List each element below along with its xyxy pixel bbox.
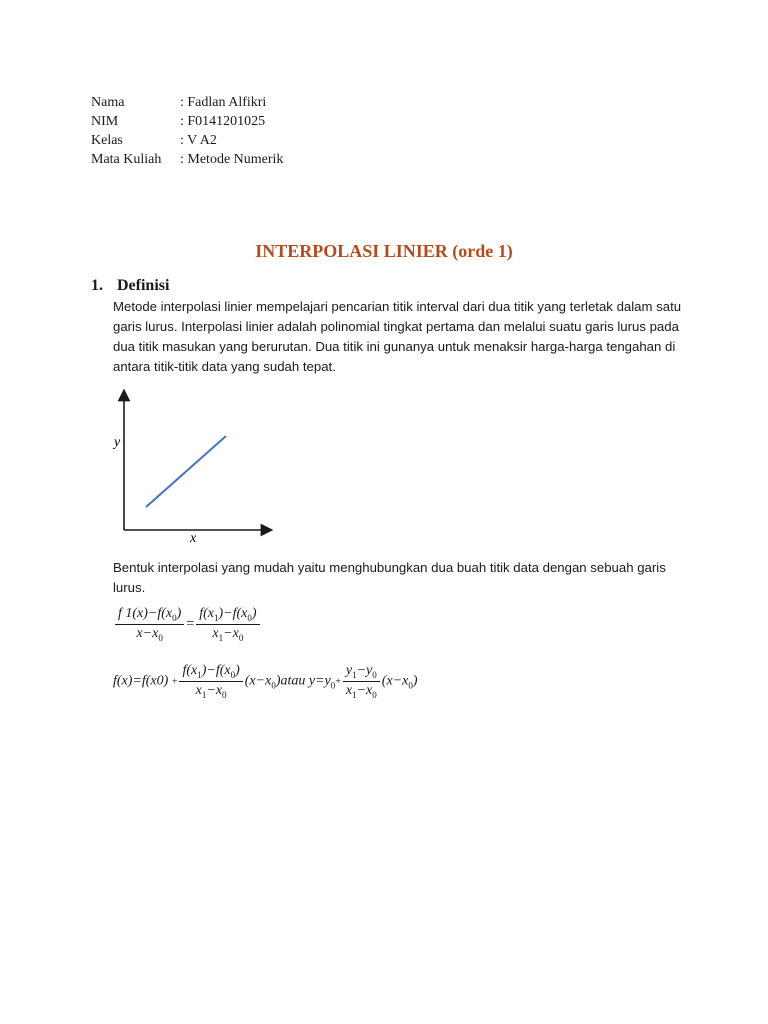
info-row-kelas [91, 131, 283, 150]
eq2-left: f(x)=f(x0) [113, 673, 169, 689]
linear-graph [105, 385, 280, 550]
equation-ratio [113, 606, 262, 643]
lhs-fraction: $\frac{f 1(x)-f(x_0)}{x-x_0}$ [115, 606, 184, 643]
info-label: NIM [91, 114, 119, 129]
y-axis-label: y [114, 435, 121, 450]
rhs-fraction: $\frac{f(x_1)-f(x_0)}{x_1-x_0}$ [196, 606, 259, 643]
eq2-y: y=y [308, 673, 331, 689]
equation-interpolation: f(x)=f(x0) + $\frac{f(x_1)-f(x_0)}{x_1-x_0}$ $(x-x_0)atau$ $y=y_0+$ $\frac{y_1-y_0}{x_1-x_0}$ $(x-x_0)$ [113, 663, 418, 700]
section-number: 1. [91, 277, 103, 294]
info-label: Kelas [91, 133, 123, 148]
eq2-fraction-f: $\frac{f(x_1)-f(x_0)}{x_1-x_0}$ [179, 663, 242, 700]
interpolation-line [146, 436, 226, 507]
info-row-nama [91, 93, 283, 112]
section-heading-text: Definisi [117, 277, 170, 294]
info-row-nim [91, 112, 283, 131]
info-value: : F0141201025 [180, 114, 266, 129]
equals-sign: = [186, 616, 195, 632]
info-value: : V A2 [180, 133, 217, 148]
info-label: Mata Kuliah [91, 152, 162, 167]
info-value: : Fadlan Alfikri [180, 95, 267, 110]
atau-word: atau [280, 673, 306, 689]
info-row-mata-kuliah [91, 150, 283, 169]
definition-paragraph: Metode interpolasi linier mempelajari pencarian titik interval dari dua titik yang terletak dalam satu garis lurus. Interpolasi linier adalah polinomial tingkat pertama dan melalui suatu garis lurus pada dua titik masukan yang berurutan. Dua titik ini gunanya untuk menaksir harga-harga tengahan di antara titik-titik data yang sudah tepat. [113, 299, 682, 374]
eq2-fraction-y: $\frac{y_1-y_0}{x_1-x_0}$ [343, 663, 380, 700]
document-title: INTERPOLASI LINIER (orde 1) [255, 241, 513, 261]
form-paragraph: Bentuk interpolasi yang mudah yaitu menghubungkan dua buah titik data dengan sebuah garis lurus. [113, 560, 666, 595]
section-heading [91, 277, 169, 295]
x-axis-label: x [190, 531, 197, 546]
info-value: : Metode Numerik [180, 152, 284, 167]
student-info [91, 93, 283, 169]
info-label: Nama [91, 95, 125, 110]
